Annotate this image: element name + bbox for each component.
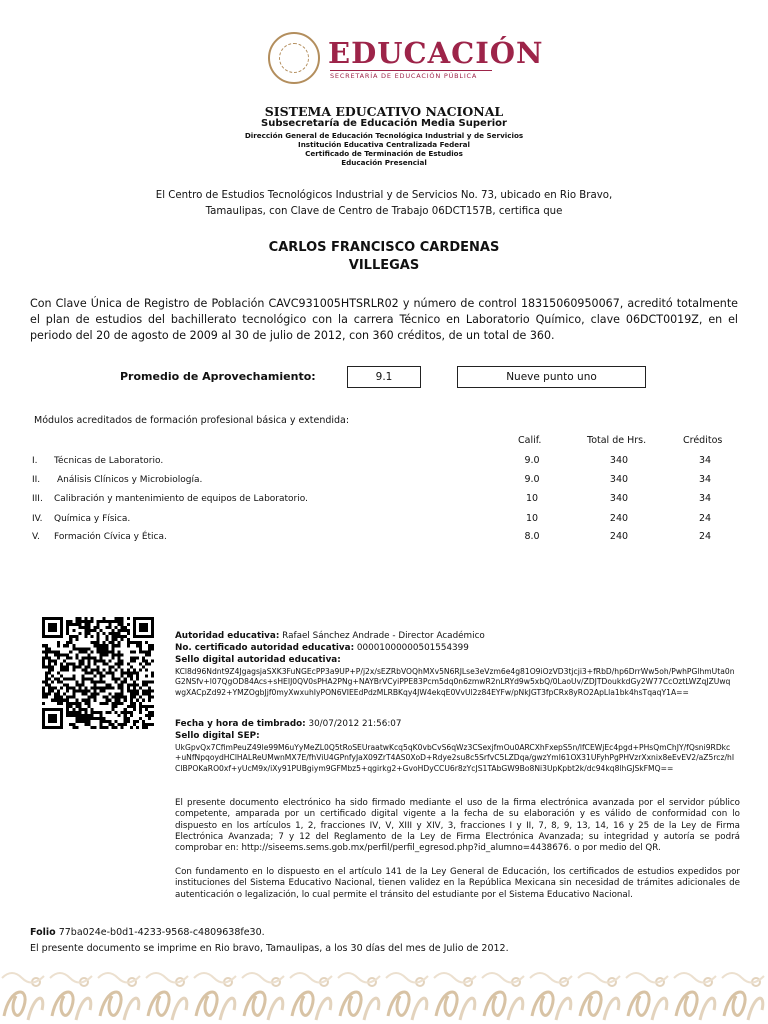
education-mode: Educación Presencial: [341, 158, 427, 167]
module-num: III.: [32, 494, 43, 504]
module-name: Análisis Clínicos y Microbiología.: [57, 475, 203, 485]
sep-seal-label: Sello digital SEP:: [175, 731, 260, 741]
col-header-credits: Créditos: [683, 435, 723, 446]
direccion-general: Dirección General de Educación Tecnológica Industrial y de Servicios: [244, 131, 524, 140]
certificate-number-line: [175, 643, 469, 654]
module-calif: 8.0: [524, 531, 540, 542]
intro-line-1: El Centro de Estudios Tecnológicos Industrial y de Servicios No. 73, ubicado en Rio Bravo,: [155, 190, 613, 201]
module-calif: 10: [525, 513, 539, 524]
modules-title: Módulos acreditados de formación profesional básica y extendida:: [34, 415, 350, 426]
print-location-line: El presente documento se imprime en Rio bravo, Tamaulipas, a los 30 días del mes de Julio de 2012.: [30, 943, 509, 954]
certificate-number-value: 00001000000501554399: [356, 643, 469, 653]
subsecretaria: Subsecretaría de Educación Media Superior: [261, 118, 507, 129]
module-hours: 240: [609, 513, 629, 524]
module-name: Técnicas de Laboratorio.: [54, 456, 164, 466]
module-name: Química y Física.: [54, 514, 131, 524]
brand-title: EDUCACIÓN: [328, 36, 544, 70]
qr-code-icon[interactable]: [42, 617, 154, 729]
col-header-calif: Calif.: [518, 435, 542, 446]
student-name-line-1: CARLOS FRANCISCO CARDENAS: [268, 240, 500, 255]
module-credits: 34: [698, 493, 712, 504]
folio-value: 77ba024e-b0d1-4233-9568-c4809638fe30.: [58, 927, 265, 938]
timestamp-line: [175, 719, 402, 730]
module-calif: 10: [525, 493, 539, 504]
authority-seal-label: Sello digital autoridad educativa:: [175, 655, 341, 665]
authority-line: [175, 631, 485, 642]
timestamp-value: 30/07/2012 21:56:07: [308, 719, 402, 729]
certificate-number-label: No. certificado autoridad educativa:: [175, 643, 355, 653]
module-credits: 24: [698, 513, 712, 524]
certificate-type: Certificado de Terminación de Estudios: [305, 149, 463, 158]
module-num: IV.: [32, 514, 43, 524]
module-hours: 340: [609, 474, 629, 485]
timestamp-label: Fecha y hora de timbrado:: [175, 719, 306, 729]
folio-label: Folio: [30, 927, 56, 938]
average-value-box: 9.1: [347, 366, 421, 388]
module-calif: 9.0: [524, 474, 540, 485]
certification-body: Con Clave Única de Registro de Población CAVC931005HTSRLR02 y número de control 18315060950067, acreditó totalmente el plan de estudios del bachillerato tecnológico con la carrera Técnico en Laboratorio Químico, clave 06DCT0019Z, en el periodo del 20 de agosto de 2009 al 30 de julio de 2012, con 360 créditos, de un total de 360.: [30, 297, 738, 342]
brand-divider: [330, 70, 492, 71]
ornamental-border: [0, 966, 768, 1024]
legal-paragraph-validity: Con fundamento en lo dispuesto en el artículo 141 de la Ley General de Educación, los certificados de estudios expedidos por instituciones del Sistema Educativo Nacional, tienen validez en la República Mexicana sin necesidad de trámites adicionales de autenticación o legalización, lo cual permite el tránsito del estudiante por el Sistema Educativo Nacional.: [175, 867, 740, 900]
intro-text: [100, 188, 668, 220]
col-header-hours: Total de Hrs.: [587, 435, 647, 446]
module-num: I.: [32, 456, 38, 466]
module-credits: 34: [698, 455, 712, 466]
intro-line-2: Tamaulipas, con Clave de Centro de Trabajo 06DCT157B, certifica que: [205, 206, 563, 217]
module-calif: 9.0: [524, 455, 540, 466]
module-credits: 24: [698, 531, 712, 542]
authority-seal-hash: KCl8d96Ndnt9Z4JgagsjaSXK3FuNGEcPP3a9UP+P/j2x/sEZRbVOQhMXv5N6RJLse3eVzm6e4g81O9iOzVD3tjcji3+fRbD/hp6DrrWw5oh/PwhPGlhmUta0nG2NSfv+l07QgOD84Acs+sHEIJ0QV0sPHA2PNg+NAYBrVCyiPPE83Pcm5dq0n6zmwR2nLRYd9w5xbQ/0LaoUv/ZDJTDoukkdGy2W77CcOztLWZqJZUwqwgXACpZd92+YMZOgbJjf0myXwxuhIyPON6VIEEdPdzMLRBKqy4JW4ekqE0VvUl2z84EYFw/pNkJGT3fpCRx8yRO2ApLla1bk4hsTqaqY1A==: [175, 667, 735, 697]
module-name: Formación Cívica y Ética.: [54, 532, 167, 542]
system-title: SISTEMA EDUCATIVO NACIONAL: [264, 104, 504, 119]
average-words-box: Nueve punto uno: [457, 366, 646, 388]
module-credits: 34: [698, 474, 712, 485]
student-name: [0, 239, 768, 275]
module-name: Calibración y mantenimiento de equipos de Laboratorio.: [54, 494, 308, 504]
sep-seal-hash: UkGpvQx7CfimPeuZ49le99M6uYyMeZL0Q5tRoSEUraatwKcq5qK0vbCvS6qWz3CSexjfmOu0ARCXhFxepS5n/lfCEWjEc4pgd+PHsQmChJY/fQsni9RDkc+uNfNpqoydHClHALReUMwnMX7E/fhViU4GPnfyJaX09ZrT4AS0XoD+Rdye2su8c5SrfvC5LZDqa/gwzYml61OX31UFyhPgPHVzrXxnix8eEvEV2/aZ5rcz/hICIBPOKaRO0xf+yUcM9x/iXy91PUBgiym9GFMbz5+qgirkg2+GvoHDyCCU6r8zYcJS1TAbGW9Bo8Ni3UpKpbt2k/dc94kq8lhGJSkFMQ==: [175, 743, 735, 773]
module-hours: 340: [609, 455, 629, 466]
institucion: Institución Educativa Centralizada Federal: [298, 140, 470, 149]
module-num: II.: [32, 475, 41, 485]
legal-paragraph-signature: El presente documento electrónico ha sido firmado mediante el uso de la firma electrónica avanzada por el servidor público competente, amparada por un certificado digital vigente a la fecha de su elaboración y es válido de conformidad con lo dispuesto en los artículos 1, 2, fracciones IV, V, XIII y XIV, 3, fracciones I y II, 7, 8, 9, 13, 14, 16 y 25 de la Ley de Firma Electrónica Avanzada; 7 y 12 del Reglamento de la Ley de Firma Electrónica Avanzada; su integridad y autoría se podrá comprobar en: http://siseems.sems.gob.mx/perfil/perfil_egresod.php?id_alumno=4438676. o por medio del QR.: [175, 798, 740, 854]
average-label: Promedio de Aprovechamiento:: [120, 370, 316, 383]
authority-value: Rafael Sánchez Andrade - Director Académico: [282, 631, 485, 641]
seal-emblem-icon: [268, 32, 320, 84]
brand-subtitle: SECRETARÍA DE EDUCACIÓN PÚBLICA: [330, 72, 478, 80]
module-hours: 340: [609, 493, 629, 504]
authority-label: Autoridad educativa:: [175, 631, 280, 641]
folio-line: [30, 927, 265, 938]
module-hours: 240: [609, 531, 629, 542]
student-name-line-2: VILLEGAS: [348, 258, 420, 273]
module-num: V.: [32, 532, 40, 542]
